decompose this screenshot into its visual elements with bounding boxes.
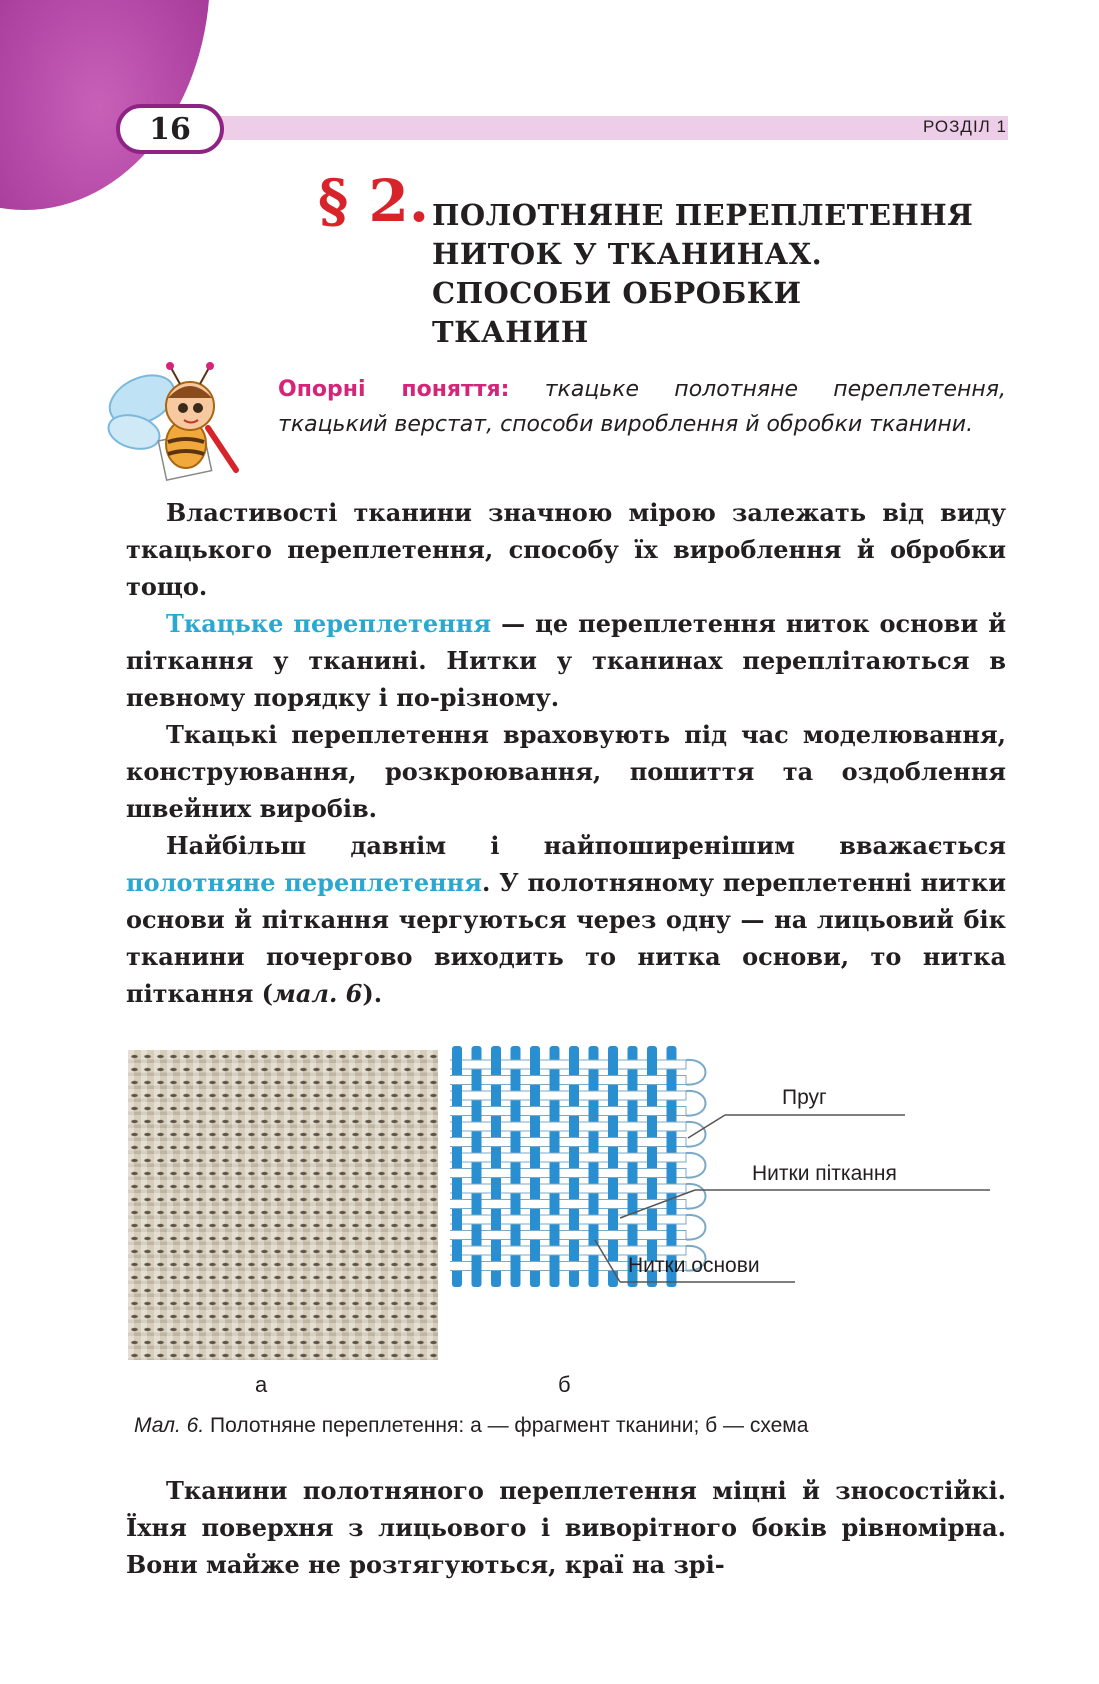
warp-over-segment (530, 1152, 540, 1163)
warp-over-segment (452, 1183, 462, 1194)
title-line: ТКАНИН (432, 315, 589, 349)
key-concepts (278, 372, 1006, 442)
warp-over-segment (452, 1090, 462, 1101)
warp-over-segment (608, 1152, 618, 1163)
warp-over-segment (550, 1261, 560, 1272)
warp-over-segment (472, 1075, 482, 1086)
warp-over-segment (511, 1261, 521, 1272)
warp-over-segment (628, 1137, 638, 1148)
warp-over-segment (589, 1075, 599, 1086)
warp-over-segment (667, 1075, 677, 1086)
warp-over-segment (452, 1245, 462, 1256)
warp-over-segment (667, 1168, 677, 1179)
warp-over-segment (667, 1230, 677, 1241)
callout-line (688, 1115, 725, 1138)
warp-over-segment (589, 1261, 599, 1272)
key-concepts-label: Опорні поняття: (278, 377, 510, 402)
warp-over-segment (550, 1199, 560, 1210)
selvedge-loop (686, 1215, 706, 1240)
warp-over-segment (472, 1137, 482, 1148)
warp-over-segment (491, 1121, 501, 1132)
caption-ref: Мал. 6. (134, 1414, 205, 1437)
warp-over-segment (569, 1214, 579, 1225)
warp-over-segment (647, 1214, 657, 1225)
warp-over-segment (472, 1168, 482, 1179)
warp-over-segment (511, 1137, 521, 1148)
term-highlight: Ткацьке переплетення (166, 609, 492, 638)
figure-caption (134, 1414, 1014, 1438)
selvedge-loop (686, 1060, 706, 1085)
warp-over-segment (511, 1075, 521, 1086)
warp-over-segment (589, 1137, 599, 1148)
warp-over-segment (511, 1199, 521, 1210)
paragraph-text: . У полотняному переплетенні нитки основи й піткання чергуються через одну — на лицьовий бік тканини почергово виходить то нитка основи, то нитка піткання ( (126, 868, 1006, 1008)
warp-over-segment (628, 1106, 638, 1117)
warp-over-segment (452, 1121, 462, 1132)
warp-over-segment (608, 1245, 618, 1256)
warp-over-segment (569, 1090, 579, 1101)
warp-over-segment (608, 1059, 618, 1070)
callout-selvedge: Пруг (782, 1086, 827, 1109)
weft-thread (450, 1138, 686, 1147)
selvedge-loop (686, 1184, 706, 1209)
paragraph-text: — це переплетення ниток основи й піткання у тканині. Нитки у тканинах переплітаються в певному порядку і по-різному. (126, 609, 1006, 712)
selvedge-loop (686, 1122, 706, 1147)
warp-over-segment (647, 1059, 657, 1070)
warp-over-segment (628, 1075, 638, 1086)
page-number: 16 (116, 104, 224, 154)
selvedge-loop (686, 1091, 706, 1116)
paragraph: Тканини полотняного переплетення міцні й зносостійкі. Їхня поверхня з лицьового і виворітного боків рівномірна. Вони майже не розтягуються, краї на зрі- (126, 1476, 1006, 1579)
fabric-photo (128, 1050, 438, 1360)
main-text-continued (126, 1472, 1006, 1583)
warp-over-segment (647, 1090, 657, 1101)
key-concepts-text: ткацьке полотняне переплетення, ткацький верстат, способи вироблення й обробки тканини. (278, 377, 1007, 437)
warp-over-segment (511, 1168, 521, 1179)
warp-over-segment (491, 1245, 501, 1256)
caption-text: Полотняне переплетення: а — фрагмент тканини; б — схема (204, 1414, 809, 1437)
warp-over-segment (472, 1230, 482, 1241)
warp-over-segment (472, 1199, 482, 1210)
warp-over-segment (550, 1137, 560, 1148)
callout-warp: Нитки основи (628, 1254, 760, 1277)
warp-over-segment (530, 1183, 540, 1194)
warp-over-segment (647, 1121, 657, 1132)
weft-thread (450, 1169, 686, 1178)
figure-label-b: б (558, 1372, 571, 1397)
warp-over-segment (452, 1152, 462, 1163)
weft-thread (450, 1076, 686, 1085)
warp-over-segment (530, 1245, 540, 1256)
weave-diagram (450, 1040, 1010, 1390)
warp-over-segment (589, 1230, 599, 1241)
section-label: РОЗДІЛ 1 (922, 117, 1007, 136)
callout-weft: Нитки піткання (752, 1162, 897, 1185)
warp-over-segment (667, 1106, 677, 1117)
warp-over-segment (667, 1137, 677, 1148)
figure-reference: мал. 6 (273, 979, 363, 1008)
warp-over-segment (569, 1152, 579, 1163)
title-line: ПОЛОТНЯНЕ ПЕРЕПЛЕТЕННЯ (432, 198, 974, 232)
warp-over-segment (608, 1214, 618, 1225)
warp-over-segment (628, 1168, 638, 1179)
warp-over-segment (589, 1106, 599, 1117)
warp-over-segment (589, 1199, 599, 1210)
warp-over-segment (530, 1059, 540, 1070)
warp-over-segment (452, 1214, 462, 1225)
figure-label-a: а (255, 1372, 268, 1397)
title-line: НИТОК У ТКАНИНАХ. (432, 237, 823, 271)
warp-over-segment (550, 1168, 560, 1179)
warp-over-segment (647, 1183, 657, 1194)
warp-over-segment (491, 1059, 501, 1070)
warp-over-segment (530, 1090, 540, 1101)
warp-over-segment (452, 1059, 462, 1070)
warp-over-segment (491, 1152, 501, 1163)
main-text (126, 494, 1006, 1012)
paragraph (126, 827, 1006, 1012)
page-title (432, 196, 992, 352)
paragraph-text: Найбільш давнім і найпоширенішим вважається (166, 831, 1006, 860)
paragraph: Ткацькі переплетення враховують під час моделювання, конструювання, розкроювання, пошиття та оздоблення швейних виробів. (126, 720, 1006, 823)
term-highlight: полотняне переплетення (126, 868, 482, 897)
warp-over-segment (491, 1183, 501, 1194)
warp-over-segment (550, 1230, 560, 1241)
warp-over-segment (608, 1121, 618, 1132)
weft-thread (450, 1231, 686, 1240)
weft-thread (450, 1107, 686, 1116)
warp-over-segment (472, 1261, 482, 1272)
title-line: СПОСОБИ ОБРОБКИ (432, 276, 802, 310)
warp-over-segment (628, 1230, 638, 1241)
warp-over-segment (569, 1059, 579, 1070)
warp-over-segment (569, 1183, 579, 1194)
section-sign: § 2. (318, 167, 430, 235)
warp-over-segment (608, 1183, 618, 1194)
header-bar (200, 116, 1008, 140)
warp-over-segment (569, 1121, 579, 1132)
bee-mascot-icon (104, 358, 256, 488)
warp-over-segment (569, 1245, 579, 1256)
warp-over-segment (530, 1121, 540, 1132)
warp-over-segment (550, 1106, 560, 1117)
paragraph-text: ). (362, 979, 383, 1008)
warp-over-segment (511, 1106, 521, 1117)
warp-over-segment (628, 1199, 638, 1210)
selvedge-loop (686, 1153, 706, 1178)
paragraph: Властивості тканини значною мірою залежать від виду ткацького переплетення, способу їх вироблення й обробки тощо. (126, 498, 1006, 601)
warp-over-segment (589, 1168, 599, 1179)
warp-over-segment (608, 1090, 618, 1101)
warp-over-segment (550, 1075, 560, 1086)
warp-over-segment (511, 1230, 521, 1241)
warp-over-segment (491, 1090, 501, 1101)
warp-over-segment (472, 1106, 482, 1117)
warp-over-segment (530, 1214, 540, 1225)
warp-over-segment (647, 1152, 657, 1163)
warp-over-segment (491, 1214, 501, 1225)
paragraph (126, 605, 1006, 716)
